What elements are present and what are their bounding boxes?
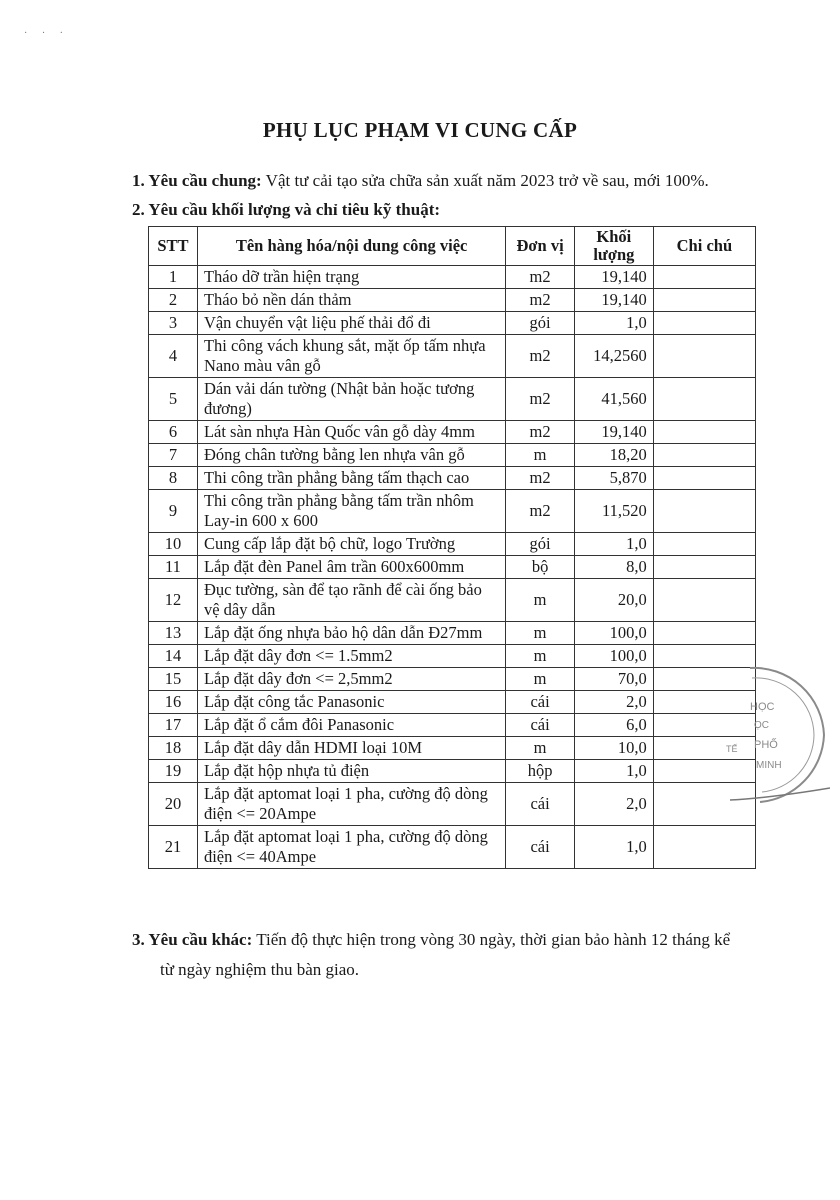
cell-note bbox=[653, 826, 755, 869]
cell-name: Đục tường, sàn để tạo rãnh để cài ống bảo vệ dây dẫn bbox=[197, 579, 505, 622]
cell-quantity: 100,0 bbox=[574, 645, 653, 668]
cell-unit: cái bbox=[506, 783, 575, 826]
general-requirement-text: Vật tư cải tạo sửa chữa sản xuất năm 2023 trở về sau, mới 100%. bbox=[261, 171, 709, 190]
header-stt: STT bbox=[149, 227, 198, 266]
cell-name: Lắp đặt aptomat loại 1 pha, cường độ dòng điện <= 40Ampe bbox=[197, 826, 505, 869]
volume-requirement bbox=[132, 197, 440, 223]
cell-stt: 6 bbox=[149, 421, 198, 444]
table-row bbox=[149, 266, 756, 289]
cell-note bbox=[653, 467, 755, 490]
cell-quantity: 2,0 bbox=[574, 691, 653, 714]
cell-stt: 17 bbox=[149, 714, 198, 737]
cell-name: Thi công trần phẳng bằng tấm trần nhôm Lay-in 600 x 600 bbox=[197, 490, 505, 533]
cell-note bbox=[653, 556, 755, 579]
cell-name: Tháo dỡ trần hiện trạng bbox=[197, 266, 505, 289]
table-row bbox=[149, 783, 756, 826]
table-row bbox=[149, 645, 756, 668]
cell-name: Lát sàn nhựa Hàn Quốc vân gỗ dày 4mm bbox=[197, 421, 505, 444]
cell-unit: m2 bbox=[506, 335, 575, 378]
cell-name: Lắp đặt aptomat loại 1 pha, cường độ dòng điện <= 20Ampe bbox=[197, 783, 505, 826]
cell-stt: 19 bbox=[149, 760, 198, 783]
cell-quantity: 5,870 bbox=[574, 467, 653, 490]
cell-note bbox=[653, 490, 755, 533]
cell-name: Dán vải dán tường (Nhật bản hoặc tương đương) bbox=[197, 378, 505, 421]
seal-text-3: PHỐ bbox=[754, 739, 778, 751]
table-row bbox=[149, 312, 756, 335]
cell-quantity: 1,0 bbox=[574, 312, 653, 335]
cell-note bbox=[653, 622, 755, 645]
cell-stt: 5 bbox=[149, 378, 198, 421]
cell-quantity: 70,0 bbox=[574, 668, 653, 691]
cell-quantity: 6,0 bbox=[574, 714, 653, 737]
cell-quantity: 1,0 bbox=[574, 826, 653, 869]
cell-note bbox=[653, 378, 755, 421]
cell-name: Đóng chân tường bằng len nhựa vân gỗ bbox=[197, 444, 505, 467]
seal-text-1: HỌC bbox=[750, 701, 775, 713]
cell-quantity: 19,140 bbox=[574, 289, 653, 312]
cell-quantity: 8,0 bbox=[574, 556, 653, 579]
cell-unit: m bbox=[506, 579, 575, 622]
other-requirement-continuation: từ ngày nghiệm thu bàn giao. bbox=[160, 960, 360, 979]
cell-stt: 7 bbox=[149, 444, 198, 467]
cell-unit: cái bbox=[506, 691, 575, 714]
cell-quantity: 1,0 bbox=[574, 533, 653, 556]
cell-quantity: 19,140 bbox=[574, 421, 653, 444]
header-name: Tên hàng hóa/nội dung công việc bbox=[197, 227, 505, 266]
official-seal-stamp bbox=[720, 660, 830, 810]
header-note: Chi chú bbox=[653, 227, 755, 266]
table-row bbox=[149, 490, 756, 533]
cell-stt: 8 bbox=[149, 467, 198, 490]
table-row bbox=[149, 714, 756, 737]
seal-text-2: ỌC bbox=[754, 720, 769, 731]
cell-unit: m bbox=[506, 668, 575, 691]
table-row bbox=[149, 467, 756, 490]
cell-name: Vận chuyển vật liệu phế thải đổ đi bbox=[197, 312, 505, 335]
cell-quantity: 100,0 bbox=[574, 622, 653, 645]
cell-note bbox=[653, 266, 755, 289]
cell-stt: 2 bbox=[149, 289, 198, 312]
cell-note bbox=[653, 444, 755, 467]
table-row bbox=[149, 622, 756, 645]
cell-unit: m2 bbox=[506, 421, 575, 444]
other-requirement-label: 3. Yêu cầu khác: bbox=[132, 930, 253, 949]
other-requirement-text: Tiến độ thực hiện trong vòng 30 ngày, thời gian bảo hành 12 tháng kể bbox=[252, 930, 731, 949]
cell-name: Lắp đặt ống nhựa bảo hộ dân dẫn Đ27mm bbox=[197, 622, 505, 645]
cell-name: Tháo bỏ nền dán thảm bbox=[197, 289, 505, 312]
header-unit: Đơn vị bbox=[506, 227, 575, 266]
cell-stt: 9 bbox=[149, 490, 198, 533]
cell-stt: 10 bbox=[149, 533, 198, 556]
cell-stt: 4 bbox=[149, 335, 198, 378]
table-row bbox=[149, 335, 756, 378]
cell-quantity: 41,560 bbox=[574, 378, 653, 421]
table-row bbox=[149, 668, 756, 691]
cell-name: Lắp đặt hộp nhựa tủ điện bbox=[197, 760, 505, 783]
cell-unit: m2 bbox=[506, 266, 575, 289]
cell-note bbox=[653, 421, 755, 444]
cell-stt: 14 bbox=[149, 645, 198, 668]
cell-name: Lắp đặt công tắc Panasonic bbox=[197, 691, 505, 714]
cell-quantity: 2,0 bbox=[574, 783, 653, 826]
cell-stt: 3 bbox=[149, 312, 198, 335]
table-row bbox=[149, 737, 756, 760]
table-row bbox=[149, 691, 756, 714]
table-header-row bbox=[149, 227, 756, 266]
other-requirement bbox=[132, 927, 752, 983]
cell-name: Thi công vách khung sắt, mặt ốp tấm nhựa Nano màu vân gỗ bbox=[197, 335, 505, 378]
seal-text-4: MINH bbox=[756, 760, 782, 771]
cell-unit: m bbox=[506, 737, 575, 760]
cell-quantity: 19,140 bbox=[574, 266, 653, 289]
cell-note bbox=[653, 533, 755, 556]
cell-quantity: 11,520 bbox=[574, 490, 653, 533]
cell-quantity: 1,0 bbox=[574, 760, 653, 783]
cell-name: Lắp đặt dây dẫn HDMI loại 10M bbox=[197, 737, 505, 760]
cell-note bbox=[653, 312, 755, 335]
cell-unit: cái bbox=[506, 714, 575, 737]
page-title: PHỤ LỤC PHẠM VI CUNG CẤP bbox=[262, 118, 578, 142]
cell-note bbox=[653, 335, 755, 378]
cell-unit: m2 bbox=[506, 378, 575, 421]
cell-name: Lắp đặt đèn Panel âm trần 600x600mm bbox=[197, 556, 505, 579]
cell-quantity: 18,20 bbox=[574, 444, 653, 467]
cell-stt: 16 bbox=[149, 691, 198, 714]
table-row bbox=[149, 421, 756, 444]
cell-name: Cung cấp lắp đặt bộ chữ, logo Trường bbox=[197, 533, 505, 556]
volume-requirement-label: 2. Yêu cầu khối lượng và chỉ tiêu kỹ thuật: bbox=[132, 200, 441, 219]
cell-quantity: 14,2560 bbox=[574, 335, 653, 378]
cell-stt: 15 bbox=[149, 668, 198, 691]
cell-unit: m2 bbox=[506, 467, 575, 490]
cell-name: Lắp đặt dây đơn <= 1.5mm2 bbox=[197, 645, 505, 668]
cell-unit: m bbox=[506, 444, 575, 467]
general-requirement bbox=[132, 168, 709, 194]
cell-unit: m2 bbox=[506, 289, 575, 312]
cell-stt: 11 bbox=[149, 556, 198, 579]
scan-specks: · · · bbox=[24, 28, 69, 39]
table-row bbox=[149, 533, 756, 556]
cell-quantity: 10,0 bbox=[574, 737, 653, 760]
cell-unit: m bbox=[506, 622, 575, 645]
cell-stt: 12 bbox=[149, 579, 198, 622]
cell-name: Lắp đặt ổ cắm đôi Panasonic bbox=[197, 714, 505, 737]
scope-table bbox=[148, 226, 756, 869]
header-quantity: Khối lượng bbox=[574, 227, 653, 266]
cell-stt: 1 bbox=[149, 266, 198, 289]
cell-unit: m2 bbox=[506, 490, 575, 533]
cell-unit: gói bbox=[506, 533, 575, 556]
cell-stt: 21 bbox=[149, 826, 198, 869]
cell-name: Thi công trần phẳng bằng tấm thạch cao bbox=[197, 467, 505, 490]
table-row bbox=[149, 378, 756, 421]
cell-unit: cái bbox=[506, 826, 575, 869]
table-row bbox=[149, 760, 756, 783]
cell-unit: gói bbox=[506, 312, 575, 335]
table-row bbox=[149, 289, 756, 312]
cell-stt: 18 bbox=[149, 737, 198, 760]
cell-unit: m bbox=[506, 645, 575, 668]
table-row bbox=[149, 579, 756, 622]
cell-stt: 13 bbox=[149, 622, 198, 645]
general-requirement-label: 1. Yêu cầu chung: bbox=[132, 171, 262, 190]
cell-note bbox=[653, 579, 755, 622]
table-row bbox=[149, 444, 756, 467]
cell-note bbox=[653, 289, 755, 312]
cell-unit: bộ bbox=[506, 556, 575, 579]
seal-text-5: TẾ bbox=[726, 744, 738, 754]
cell-name: Lắp đặt dây đơn <= 2,5mm2 bbox=[197, 668, 505, 691]
cell-stt: 20 bbox=[149, 783, 198, 826]
cell-unit: hộp bbox=[506, 760, 575, 783]
table-row bbox=[149, 826, 756, 869]
cell-quantity: 20,0 bbox=[574, 579, 653, 622]
table-row bbox=[149, 556, 756, 579]
